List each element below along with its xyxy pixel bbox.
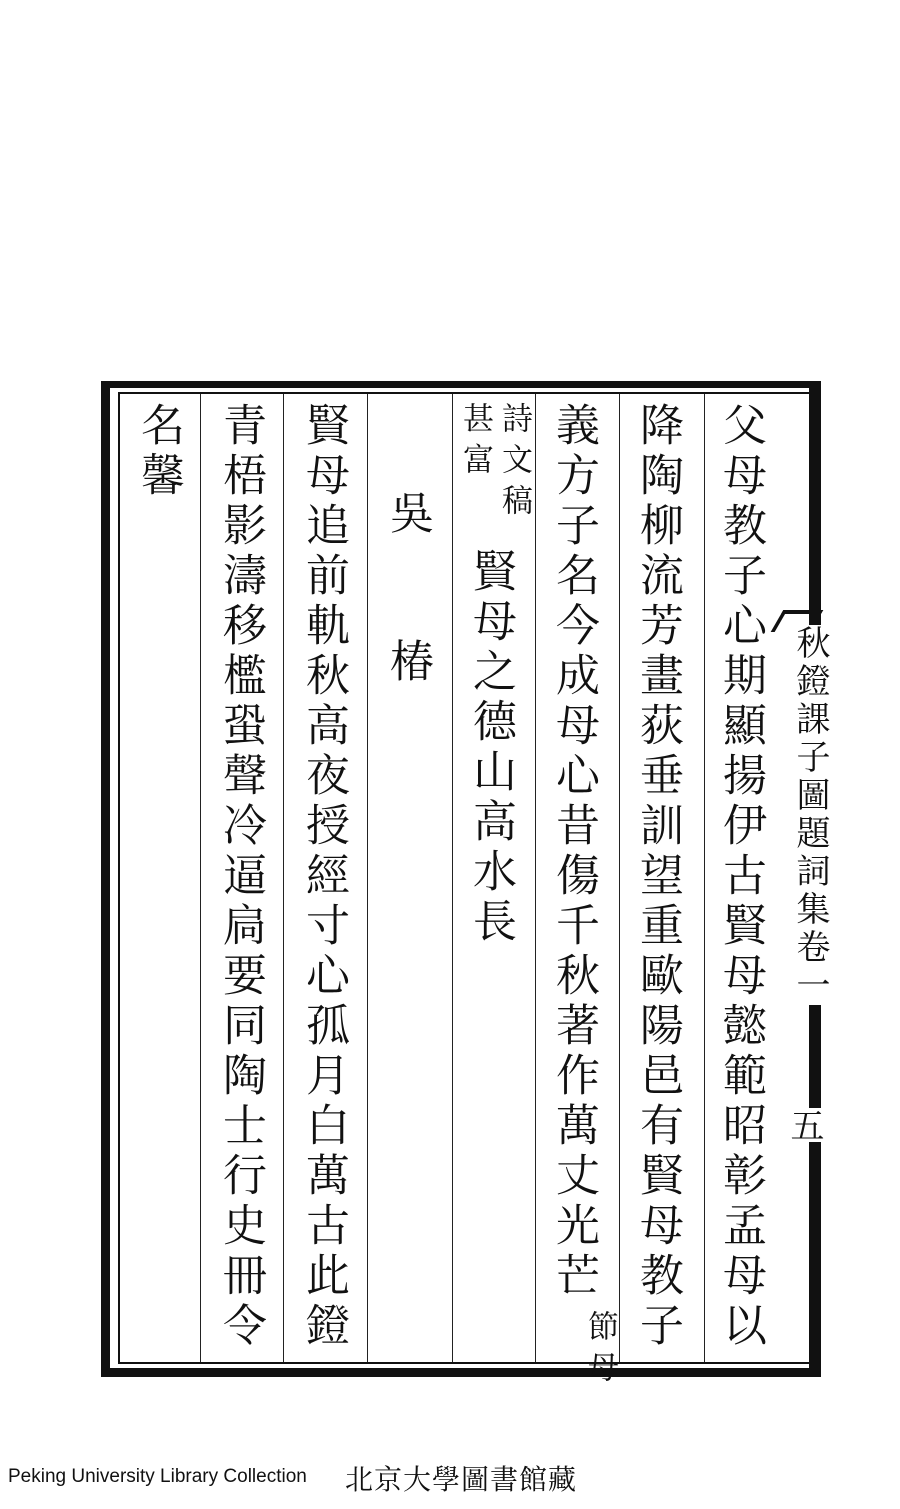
collection-label-en: Peking University Library Collection [8, 1466, 307, 1487]
collection-label-zh: 北京大學圖書館藏 [345, 1463, 578, 1496]
column-rule [200, 394, 201, 1362]
inner-border-left [118, 392, 120, 1364]
text-column-2: 降陶柳流芳畫荻垂訓望重歐陽邑有賢母教子 [632, 402, 683, 1352]
fold-page-number: 五 [780, 1108, 829, 1142]
inner-border-bottom [118, 1362, 810, 1364]
annotation-shiwengao: 詩文稿 [496, 402, 532, 525]
author-name: 吳 椿 [382, 490, 433, 712]
annotation-shenfu: 甚富 [457, 402, 493, 484]
column-rule [452, 394, 453, 1362]
text-column-4: 賢母之德山高水長 [465, 548, 516, 948]
text-column-7: 名馨 [133, 402, 184, 502]
text-column-3: 義方子名今成母心昔傷千秋著作萬丈光芒 [548, 402, 599, 1302]
column-rule [535, 394, 536, 1362]
text-column-5: 賢母追前軌秋高夜授經寸心孤月白萬古此鐙 [298, 402, 349, 1352]
fold-title: 秋鐙課子圖題詞集卷一 [790, 625, 830, 1005]
column-rule [619, 394, 620, 1362]
column-rule [704, 394, 705, 1362]
annotation-jiemu: 節母 [582, 1310, 618, 1392]
text-column-1: 父母教子心期顯揚伊古賢母懿範昭彰孟母以 [715, 402, 766, 1352]
inner-border-top [118, 392, 810, 394]
column-rule [367, 394, 368, 1362]
column-rule [283, 394, 284, 1362]
text-column-6: 青梧影濤移檻蛩聲冷逼扃要同陶士行史冊令 [215, 402, 266, 1352]
page-border [101, 381, 821, 1377]
